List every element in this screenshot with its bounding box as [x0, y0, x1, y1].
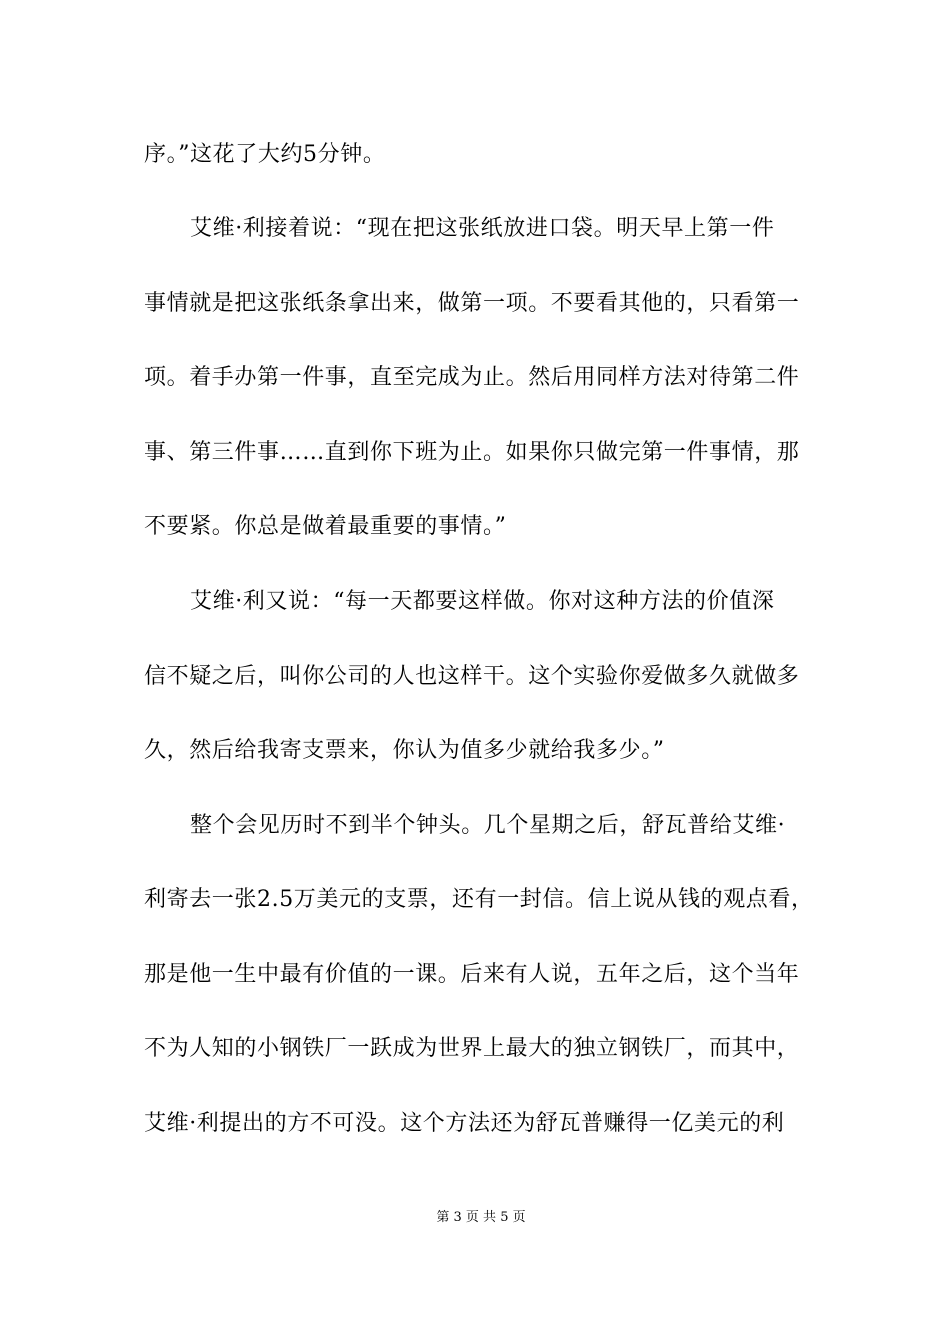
text-line: 事情就是把这张纸条拿出来，做第一项。不要看其他的，只看第一 [144, 291, 800, 316]
paragraph-start-line: 整个会见历时不到半个钟头。几个星期之后，舒瓦普给艾维· [190, 813, 786, 838]
text-line: 那是他一生中最有价值的一课。后来有人说，五年之后，这个当年 [144, 962, 800, 987]
text-line: 事、第三件事……直到你下班为止。如果你只做完第一件事情，那 [144, 440, 800, 465]
text-line: 利寄去一张2.5万美元的支票，还有一封信。信上说从钱的观点看， [144, 887, 814, 912]
text-line: 不要紧。你总是做着最重要的事情。” [144, 514, 507, 539]
page-number-footer: 第 3 页 共 5 页 [436, 1210, 526, 1225]
text-line: 信不疑之后，叫你公司的人也这样干。这个实验你爱做多久就做多 [144, 664, 800, 689]
text-line: 项。着手办第一件事，直至完成为止。然后用同样方法对待第二件 [144, 365, 800, 390]
text-line: 久，然后给我寄支票来，你认为值多少就给我多少。” [144, 738, 665, 763]
text-line: 不为人知的小钢铁厂一跃成为世界上最大的独立钢铁厂，而其中， [144, 1036, 800, 1061]
paragraph-start-line: 艾维·利又说：“每一天都要这样做。你对这种方法的价值深 [190, 589, 775, 614]
text-line: 艾维·利提出的方不可没。这个方法还为舒瓦普赚得一亿美元的利 [144, 1111, 785, 1136]
text-line: 序。”这花了大约5分钟。 [144, 142, 386, 167]
paragraph-start-line: 艾维·利接着说：“现在把这张纸放进口袋。明天早上第一件 [190, 216, 775, 241]
